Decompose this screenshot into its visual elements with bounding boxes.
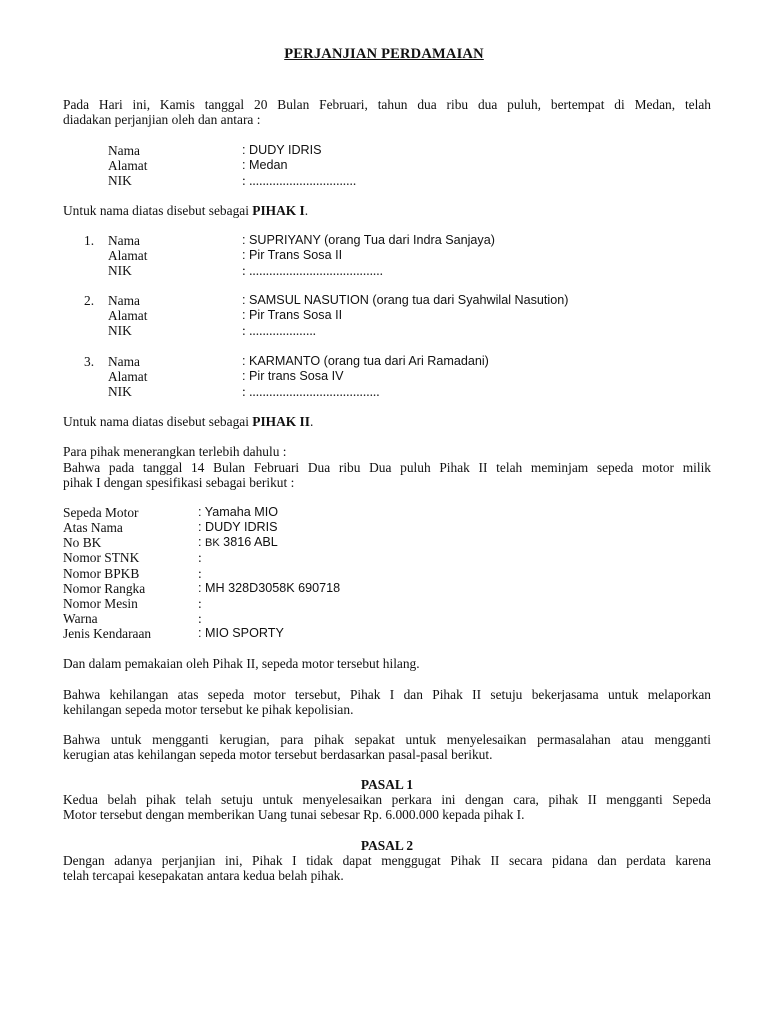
vehicle-value: : [198,566,202,581]
pihak2-item-nik-value: : ....................................... [242,384,380,399]
pihak2-item-number: 3. [84,354,95,369]
vehicle-label: Sepeda Motor [63,505,139,520]
pihak2-item-nama-value: : SAMSUL NASUTION (orang tua dari Syahwilal Nasution) [242,293,569,307]
statement-line-1: Para pihak menerangkan terlebih dahulu : [63,444,287,459]
pihak2-item-nama-label: Nama [108,354,140,369]
vehicle-label: Jenis Kendaraan [63,626,152,641]
pihak1-alamat-label: Alamat [108,158,148,173]
pihak2-item-alamat-value: : Pir trans Sosa IV [242,369,344,383]
intro-line-1: Pada Hari ini, Kamis tanggal 20 Bulan Februari, tahun dua ribu dua puluh, bertempat di Medan, telah [63,97,711,112]
paragraph-ganti-line-1: Bahwa untuk mengganti kerugian, para pihak sepakat untuk menyelesaikan permasalahan atau mengganti [63,732,711,747]
pihak2-closing-prefix: Untuk nama diatas disebut sebagai [63,414,253,429]
vehicle-value: : MIO SPORTY [198,626,284,640]
pihak1-nik-value: : ................................ [242,173,357,188]
vehicle-label: Nomor BPKB [63,566,140,581]
vehicle-value-prefix: : [198,535,205,549]
vehicle-label: No BK [63,535,102,550]
pihak2-item-nama-value: : KARMANTO (orang tua dari Ari Ramadani) [242,354,489,368]
vehicle-value: : MH 328D3058K 690718 [198,581,341,595]
statement-line-2: Bahwa pada tanggal 14 Bulan Februari Dua ribu Dua puluh Pihak II telah meminjam sepeda motor milik [63,460,711,475]
pasal-2-heading: PASAL 2 [360,838,414,853]
paragraph-ganti-line-2: kerugian atas kehilangan sepeda motor tersebut berdasarkan pasal-pasal berikut. [63,747,493,762]
paragraph-lapor-line-2: kehilangan sepeda motor tersebut ke pihak kepolisian. [63,702,354,717]
pihak2-closing [63,414,313,429]
pihak2-item-alamat-label: Alamat [108,308,148,323]
vehicle-label: Nomor STNK [63,550,140,565]
pihak1-nama-value: : DUDY IDRIS [242,143,322,157]
pihak2-item-nik-label: NIK [108,384,132,399]
pihak2-item-nik-label: NIK [108,323,132,338]
vehicle-label: Nomor Mesin [63,596,138,611]
pihak2-item-nik-label: NIK [108,263,132,278]
vehicle-value: : [198,611,202,626]
pasal-1-line-1: Kedua belah pihak telah setuju untuk menyelesaikan perkara ini dengan cara, pihak II mengganti Sepeda [63,792,711,807]
pihak2-item-number: 1. [84,233,95,248]
pihak2-item-number: 2. [84,293,95,308]
vehicle-plate-region: BK [205,537,220,549]
paragraph-lapor-line-1: Bahwa kehilangan atas sepeda motor tersebut, Pihak I dan Pihak II setuju bekerjasama untuk melaporkan [63,687,711,702]
pihak2-closing-bold: PIHAK II [252,414,310,429]
paragraph-hilang: Dan dalam pemakaian oleh Pihak II, sepeda motor tersebut hilang. [63,656,420,671]
pihak2-item-nama-label: Nama [108,233,140,248]
pihak2-item-nama-label: Nama [108,293,140,308]
pihak2-item-nik-value: : ........................................ [242,263,383,278]
pihak1-closing-suffix: . [304,203,309,218]
pihak1-nik-label: NIK [108,173,132,188]
pihak2-item-alamat-value: : Pir Trans Sosa II [242,308,343,322]
pihak2-closing-suffix: . [309,414,314,429]
pihak1-alamat-value: : Medan [242,158,288,172]
vehicle-label: Atas Nama [63,520,123,535]
pasal-1-heading: PASAL 1 [360,777,414,792]
pasal-1-line-2: Motor tersebut dengan memberikan Uang tunai sebesar Rp. 6.000.000 kepada pihak I. [63,807,525,822]
vehicle-value: : [198,596,202,611]
pihak1-closing-bold: PIHAK I [252,203,305,218]
statement-line-3: pihak I dengan spesifikasi sebagai berikut : [63,475,295,490]
pasal-2-line-1: Dengan adanya perjanjian ini, Pihak I tidak dapat menggugat Pihak II secara pidana dan perdata karena [63,853,711,868]
pihak1-closing [63,203,308,218]
pasal-2-line-2: telah tercapai kesepakatan antara kedua belah pihak. [63,868,344,883]
document-title: PERJANJIAN PERDAMAIAN [284,46,484,62]
vehicle-value [198,535,278,551]
vehicle-plate-number: 3816 ABL [219,535,278,549]
vehicle-value: : [198,550,202,565]
pihak2-item-nama-value: : SUPRIYANY (orang Tua dari Indra Sanjaya) [242,233,495,247]
vehicle-value: : DUDY IDRIS [198,520,278,534]
pihak2-item-alamat-label: Alamat [108,248,148,263]
vehicle-value: : Yamaha MIO [198,505,279,519]
pihak2-item-nik-value: : .................... [242,323,317,338]
pihak1-nama-label: Nama [108,143,140,158]
pihak2-item-alamat-value: : Pir Trans Sosa II [242,248,343,262]
pihak2-item-alamat-label: Alamat [108,369,148,384]
vehicle-label: Warna [63,611,98,626]
vehicle-label: Nomor Rangka [63,581,146,596]
pihak1-closing-prefix: Untuk nama diatas disebut sebagai [63,203,253,218]
intro-line-2: diadakan perjanjian oleh dan antara : [63,112,261,127]
